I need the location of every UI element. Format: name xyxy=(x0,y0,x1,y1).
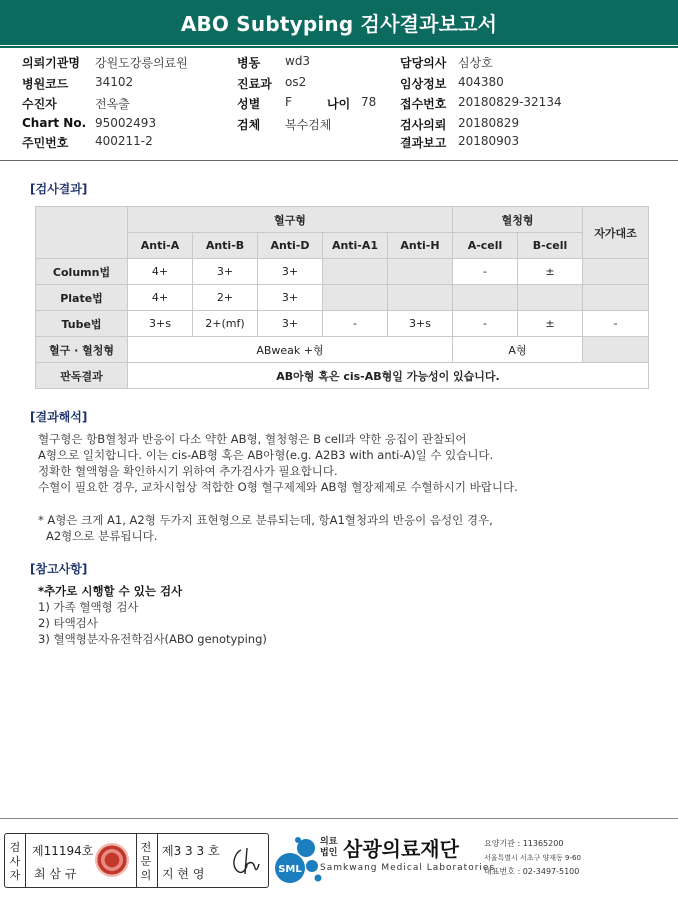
info-divider xyxy=(0,160,678,161)
info-value: 34102 xyxy=(95,75,134,89)
specialist-name: 지 현 영 xyxy=(162,867,205,881)
examiner-name: 최 삼 규 xyxy=(34,867,77,881)
info-label: 접수번호 xyxy=(400,97,447,111)
results-heading: [검사결과] xyxy=(30,182,88,196)
report-title: ABO Subtyping 검사결과보고서 xyxy=(180,12,498,36)
specialist-label-char: 의 xyxy=(140,869,152,882)
info-label: 의뢰기관명 xyxy=(22,56,80,70)
cell-type-result: ABweak +형 xyxy=(128,337,453,363)
note-line: A2형으로 분류됩니다. xyxy=(46,529,158,543)
reference-text xyxy=(38,583,267,647)
reference-subheading: *추가로 시행할 수 있는 검사 xyxy=(38,584,183,598)
reference-item: 2) 타액검사 xyxy=(38,616,98,630)
examiner-label-char: 사 xyxy=(9,855,21,868)
corp-english-name: Samkwang Medical Laboratories xyxy=(320,863,496,873)
info-value: wd3 xyxy=(285,54,311,68)
results-table xyxy=(35,206,649,389)
info-value: 20180903 xyxy=(458,134,520,148)
info-value: 95002493 xyxy=(95,116,157,130)
info-label: Chart No. xyxy=(22,116,87,130)
result-cell xyxy=(323,285,388,311)
result-cell: 2+(mf) xyxy=(193,311,258,337)
specialist-label-char: 전 xyxy=(140,841,152,854)
info-label: 결과보고 xyxy=(400,136,447,150)
signature-box xyxy=(4,833,269,888)
result-cell: - xyxy=(453,259,518,285)
info-value: os2 xyxy=(285,75,307,89)
phone: 대표번호 : 02-3497-5100 xyxy=(484,867,580,876)
info-label: 나이 xyxy=(327,97,351,111)
table-row xyxy=(36,285,649,311)
interpretation-heading: [결과해석] xyxy=(30,410,88,424)
corp-prefix-line: 의료 xyxy=(320,837,338,847)
table-row xyxy=(36,363,649,389)
col-header: Anti-H xyxy=(388,233,453,259)
result-cell: ± xyxy=(518,259,583,285)
col-header: B-cell xyxy=(518,233,583,259)
info-label: 병동 xyxy=(237,56,261,70)
col-header: Anti-A xyxy=(128,233,193,259)
specialist-signature xyxy=(227,844,261,878)
col-header: Anti-D xyxy=(258,233,323,259)
address: 서울특별시 서초구 양재동 9-60 xyxy=(484,854,581,862)
reference-heading: [참고사항] xyxy=(30,562,88,576)
autocontrol-blank xyxy=(583,337,649,363)
result-cell: 3+ xyxy=(258,285,323,311)
row-header: Column법 xyxy=(36,259,128,285)
result-cell xyxy=(518,285,583,311)
specialist-label-char: 문 xyxy=(140,855,152,868)
facility-code: 요양기관 : 11365200 xyxy=(484,839,564,848)
result-cell xyxy=(453,285,518,311)
info-label: 임상정보 xyxy=(400,77,447,91)
info-value: 404380 xyxy=(458,75,504,89)
info-label: 주민번호 xyxy=(22,136,69,150)
result-cell: 4+ xyxy=(128,259,193,285)
row-header: 혈구 · 혈청형 xyxy=(36,337,128,363)
header-cell-type: 혈구형 xyxy=(128,207,453,233)
result-cell: 2+ xyxy=(193,285,258,311)
info-label: 진료과 xyxy=(237,77,272,91)
interpretation-line: 혈구형은 항B혈청과 반응이 다소 약한 AB형, 혈청형은 B cell과 약한 응집이 관찰되어 xyxy=(38,432,467,446)
judgement-result: AB아형 혹은 cis-AB형일 가능성이 있습니다. xyxy=(128,363,649,389)
result-cell xyxy=(388,285,453,311)
info-value: 전옥출 xyxy=(95,97,130,111)
result-cell: - xyxy=(583,311,649,337)
result-cell: 3+s xyxy=(388,311,453,337)
result-cell: ± xyxy=(518,311,583,337)
corp-prefix-line: 법인 xyxy=(320,848,338,858)
result-cell: 3+ xyxy=(258,311,323,337)
table-row xyxy=(36,337,649,363)
table-row xyxy=(36,311,649,337)
note-line: * A형은 크게 A1, A2형 두가지 표현형으로 분류되는데, 항A1혈청과의 반응이 음성인 경우, xyxy=(38,513,493,527)
corp-name: 삼광의료재단 xyxy=(343,837,459,861)
interpretation-line: 정확한 혈액형을 확인하시기 위하여 추가검사가 필요합니다. xyxy=(38,464,338,478)
note-text xyxy=(38,512,493,544)
result-cell xyxy=(583,285,649,311)
examiner-label-char: 검 xyxy=(9,841,21,854)
result-cell xyxy=(388,259,453,285)
sml-logo xyxy=(272,836,324,884)
serum-type-result: A형 xyxy=(453,337,583,363)
info-label: 성별 xyxy=(237,97,261,111)
corp-prefix xyxy=(320,837,337,859)
info-value: 강원도강릉의료원 xyxy=(95,56,188,70)
row-header: Tube법 xyxy=(36,311,128,337)
corner-cell xyxy=(36,207,128,259)
result-cell: - xyxy=(323,311,388,337)
interpretation-line: 수혈이 필요한 경우, 교차시험상 적합한 O형 혈구제제와 AB형 혈장제제로 수혈하시기 바랍니다. xyxy=(38,480,518,494)
info-label: 수진자 xyxy=(22,97,57,111)
info-value: 복수검체 xyxy=(285,118,332,132)
info-label: 검체 xyxy=(237,118,261,132)
header-serum-type: 혈청형 xyxy=(453,207,583,233)
info-label: 담당의사 xyxy=(400,56,447,70)
result-cell: 3+ xyxy=(258,259,323,285)
result-cell: 3+s xyxy=(128,311,193,337)
examiner-seal xyxy=(95,843,129,877)
info-label: 병원코드 xyxy=(22,77,69,91)
row-header: Plate법 xyxy=(36,285,128,311)
info-value: 20180829 xyxy=(458,116,520,130)
examiner-label-char: 자 xyxy=(9,869,21,882)
logo-text: SML xyxy=(278,864,302,875)
info-value: 400211-2 xyxy=(95,134,153,148)
header-autocontrol: 자가대조 xyxy=(583,207,649,259)
reference-item: 3) 혈액형분자유전학검사(ABO genotyping) xyxy=(38,632,267,646)
result-cell xyxy=(583,259,649,285)
result-cell: - xyxy=(453,311,518,337)
info-value: 심상호 xyxy=(458,56,493,70)
col-header: Anti-B xyxy=(193,233,258,259)
result-cell: 4+ xyxy=(128,285,193,311)
result-cell xyxy=(323,259,388,285)
info-label: 검사의뢰 xyxy=(400,118,447,132)
report-title-bar xyxy=(0,0,678,45)
footer-divider xyxy=(0,818,678,819)
interpretation-line: A형으로 일치합니다. 이는 cis-AB형 혹은 AB아형(e.g. A2B3 with anti-A)일 수 있습니다. xyxy=(38,448,494,462)
specialist-license: 제3 3 3 호 xyxy=(162,844,220,858)
reference-item: 1) 가족 혈액형 검사 xyxy=(38,600,139,614)
result-cell: 3+ xyxy=(193,259,258,285)
table-row xyxy=(36,259,649,285)
examiner-license: 제11194호 xyxy=(32,844,94,858)
interpretation-text xyxy=(38,431,518,495)
info-value: 20180829-32134 xyxy=(458,95,562,109)
col-header: A-cell xyxy=(453,233,518,259)
info-value: F xyxy=(285,95,292,109)
col-header: Anti-A1 xyxy=(323,233,388,259)
info-value: 78 xyxy=(361,95,377,109)
row-header: 판독결과 xyxy=(36,363,128,389)
title-underline xyxy=(0,46,678,48)
